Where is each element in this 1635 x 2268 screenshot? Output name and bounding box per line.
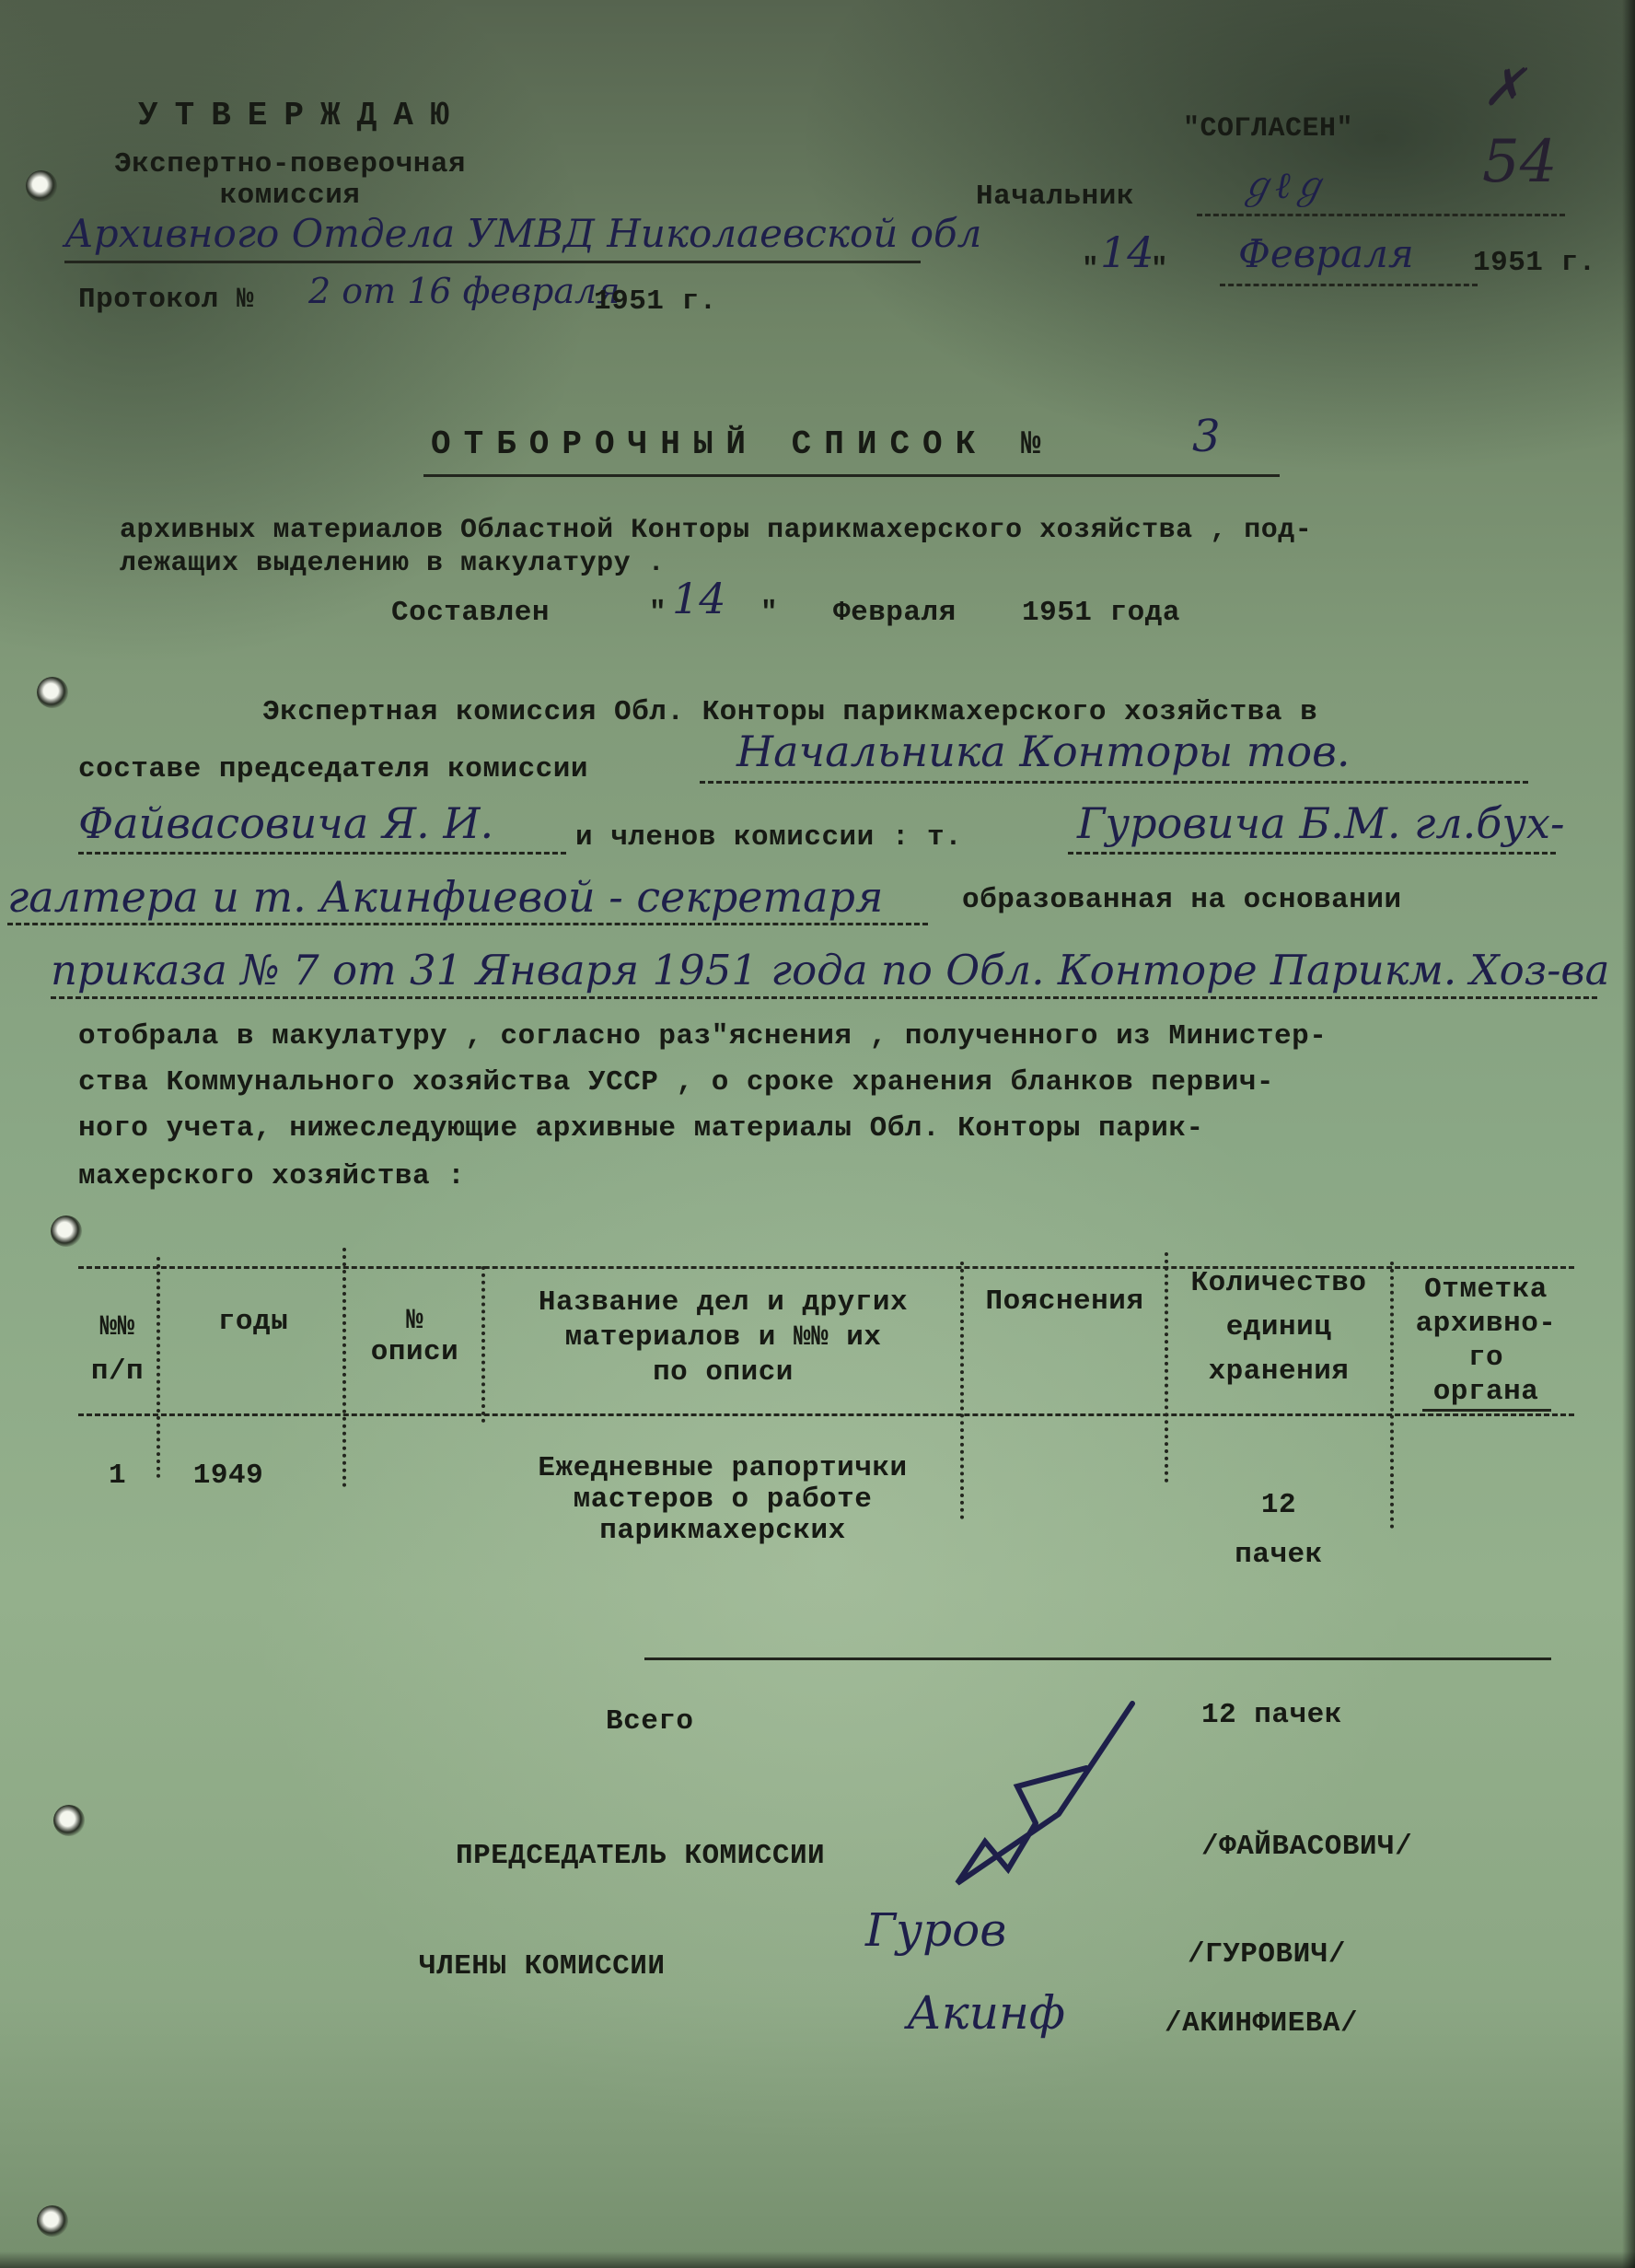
column-divider <box>960 1262 964 1519</box>
document-title: ОТБОРОЧНЫЙ СПИСОК № <box>431 425 1054 463</box>
header-mark: Отметка архивно- го органа <box>1415 1274 1557 1408</box>
member2-name: /АКИНФИЕВА/ <box>1165 2007 1359 2040</box>
agree-title: "СОГЛАСЕН" <box>1183 113 1354 145</box>
body-line-7: ства Коммунального хозяйства УССР , о сроке хранения бланков первич- <box>78 1066 1275 1099</box>
body-line-1: Экспертная комиссия Обл. Конторы парикмахерского хозяйства в <box>262 696 1318 728</box>
approve-title: УТВЕРЖДАЮ <box>138 97 467 134</box>
member2-signature: Акинф <box>907 1986 1065 2040</box>
underline <box>1220 284 1478 286</box>
compiled-year: 1951 года <box>1022 597 1180 629</box>
column-divider <box>157 1257 160 1478</box>
header-notes: Пояснения <box>985 1285 1144 1318</box>
agree-day-handwritten: 14 <box>1100 227 1154 277</box>
page-edge-shadow <box>1622 0 1635 2268</box>
subtitle-line-1: архивных материалов Областной Конторы парикмахерского хозяйства , под- <box>120 515 1313 546</box>
title-underline <box>423 474 1280 477</box>
punch-hole <box>37 677 68 708</box>
header-name: Название дел и других материалов и №№ их по описи <box>538 1286 909 1389</box>
cell-qty: 12 пачек <box>1235 1489 1323 1571</box>
body-line-8: ного учета, нижеследующие архивные материалы Обл. Конторы парик- <box>78 1112 1204 1145</box>
column-divider <box>342 1248 346 1487</box>
approve-commission: Экспертно-поверочная комиссия <box>113 148 467 212</box>
agree-month-handwritten: Февраля <box>1238 231 1414 276</box>
subtitle-line-2: лежащих выделению в макулатуру . <box>120 548 666 579</box>
underline <box>1068 852 1556 855</box>
body-line-2-typed: составе председателя комиссии <box>78 753 588 785</box>
chair-signature-icon <box>921 1685 1197 1925</box>
signature-line <box>1197 214 1565 216</box>
body-line-9: махерского хозяйства : <box>78 1160 466 1192</box>
header-inventory: № описи <box>370 1305 459 1368</box>
header-mark-underline <box>1422 1409 1551 1412</box>
body-line-3-handwritten-a: Файвасовича Я. И. <box>78 798 494 848</box>
compiled-month: Февраля <box>833 597 957 629</box>
crossed-number-icon: ✗ <box>1482 58 1525 118</box>
protocol-handwritten: 2 от 16 февраля <box>308 271 620 311</box>
compiled-label: Составлен <box>391 597 550 629</box>
column-divider <box>481 1266 485 1423</box>
members-label: ЧЛЕНЫ КОМИССИИ <box>419 1950 666 1983</box>
body-line-2-handwritten: Начальника Конторы тов. <box>736 727 1351 776</box>
punch-hole <box>37 2205 68 2237</box>
agree-year: 1951 г. <box>1473 247 1596 279</box>
underline <box>78 852 566 855</box>
protocol-label: Протокол № <box>78 284 255 316</box>
chair-label: ПРЕДСЕДАТЕЛЬ КОМИССИИ <box>456 1840 826 1872</box>
total-value: 12 пачек <box>1201 1699 1342 1731</box>
body-line-6: отобрала в макулатуру , согласно раз"яснения , полученного из Министер- <box>78 1020 1328 1053</box>
body-line-4-typed: образованная на основании <box>962 884 1402 916</box>
body-line-5-handwritten: приказа № 7 от 31 Января 1951 года по Обл. Конторе Парикм. Хоз-ва <box>51 946 1610 994</box>
body-line-4-handwritten: галтера и т. Акинфиевой - секретаря <box>7 872 884 922</box>
cell-num: 1 <box>108 1460 127 1492</box>
chief-label: Начальник <box>976 180 1134 213</box>
body-line-3-typed: и членов комиссии : т. <box>575 821 963 854</box>
compiled-day-handwritten: 14 <box>672 574 726 623</box>
table-header-rule <box>78 1413 1574 1416</box>
day-quote-close: " <box>1151 253 1169 285</box>
total-label: Всего <box>606 1705 694 1738</box>
protocol-year: 1951 г. <box>594 285 717 318</box>
punch-hole <box>26 170 57 202</box>
underline <box>700 781 1528 784</box>
list-number-handwritten: 3 <box>1192 411 1221 462</box>
cell-name: Ежедневные рапортички мастеров о работе парикмахерских <box>538 1452 908 1547</box>
underline <box>51 996 1597 999</box>
header-qty: Количество единиц хранения <box>1190 1267 1367 1388</box>
underline <box>7 923 928 925</box>
chief-signature-icon: ℊℓℊ <box>1238 165 1328 207</box>
cell-years: 1949 <box>192 1460 264 1492</box>
body-line-3-handwritten-b: Гуровича Б.М. гл.бух- <box>1077 798 1565 848</box>
total-rule <box>644 1657 1551 1660</box>
member1-signature: Гуров <box>865 1903 1007 1957</box>
page-edge-shadow <box>0 2251 1635 2268</box>
punch-hole <box>53 1805 85 1836</box>
member1-name: /ГУРОВИЧ/ <box>1188 1938 1346 1971</box>
header-num: №№ п/п <box>90 1311 145 1388</box>
chair-name: /ФАЙВАСОВИЧ/ <box>1201 1831 1413 1863</box>
header-years: годы <box>217 1306 289 1338</box>
corner-number-handwritten: 54 <box>1482 128 1558 196</box>
punch-hole <box>51 1215 82 1247</box>
underline <box>64 261 921 263</box>
compiled-quote-close: " <box>760 597 779 629</box>
day-quote-open: " <box>1082 253 1100 285</box>
archive-department-handwritten: Архивного Отдела УМВД Николаевской обл <box>64 211 982 256</box>
compiled-quote-open: " <box>649 597 667 629</box>
